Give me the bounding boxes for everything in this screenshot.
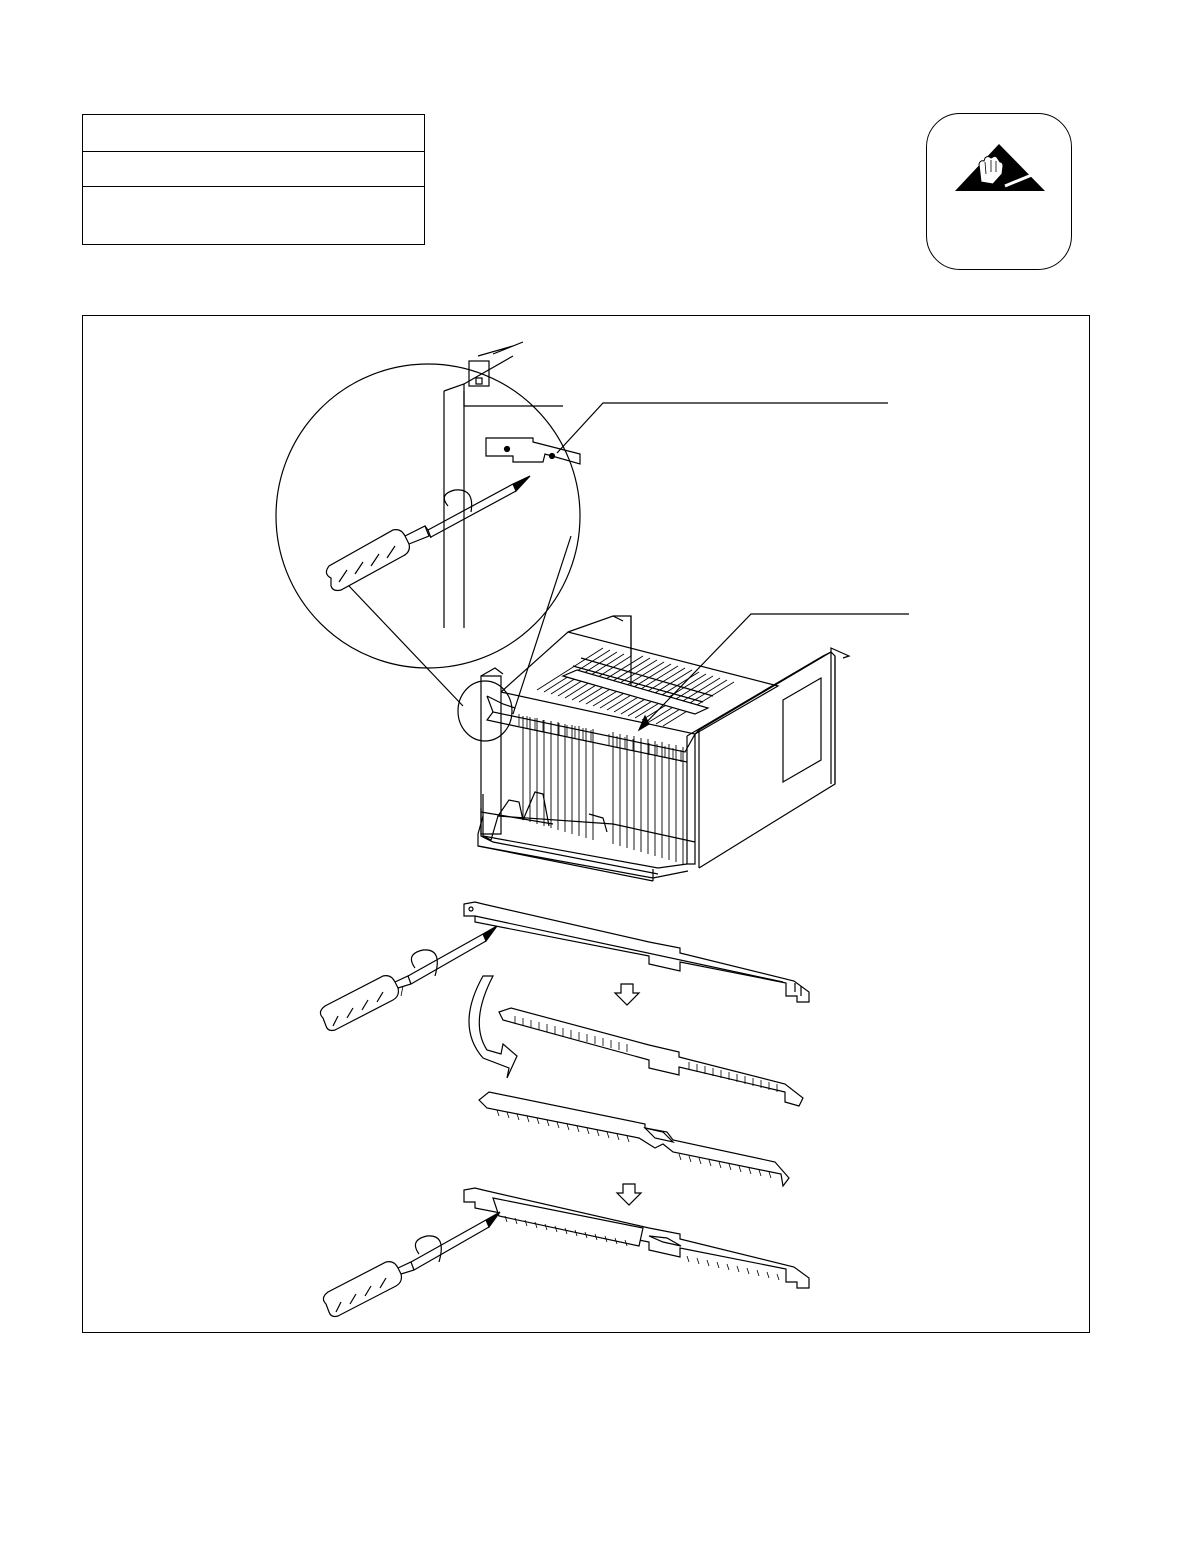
assembly-diagram [83, 316, 1091, 1334]
screwdriver-detail [326, 476, 530, 591]
strip-step-1 [320, 902, 809, 1031]
down-arrow-2 [617, 1184, 641, 1205]
header-row-3 [83, 186, 424, 244]
header-row-2 [83, 151, 424, 187]
bracket-circle [458, 681, 512, 741]
strip-step-3 [479, 1092, 789, 1186]
header-row-1 [83, 115, 424, 152]
detail-magnifier [276, 342, 888, 668]
magnifier-leader-left [349, 586, 463, 706]
equipment-rack [458, 614, 909, 881]
strip-step-4 [323, 1188, 809, 1317]
esd-warning-icon [927, 114, 1073, 271]
rotate-arrow [469, 976, 517, 1078]
esd-badge [926, 113, 1072, 270]
figure-frame [82, 315, 1090, 1333]
down-arrow-1 [615, 984, 639, 1005]
header-table [82, 114, 425, 245]
strip-step-2 [499, 1008, 803, 1106]
